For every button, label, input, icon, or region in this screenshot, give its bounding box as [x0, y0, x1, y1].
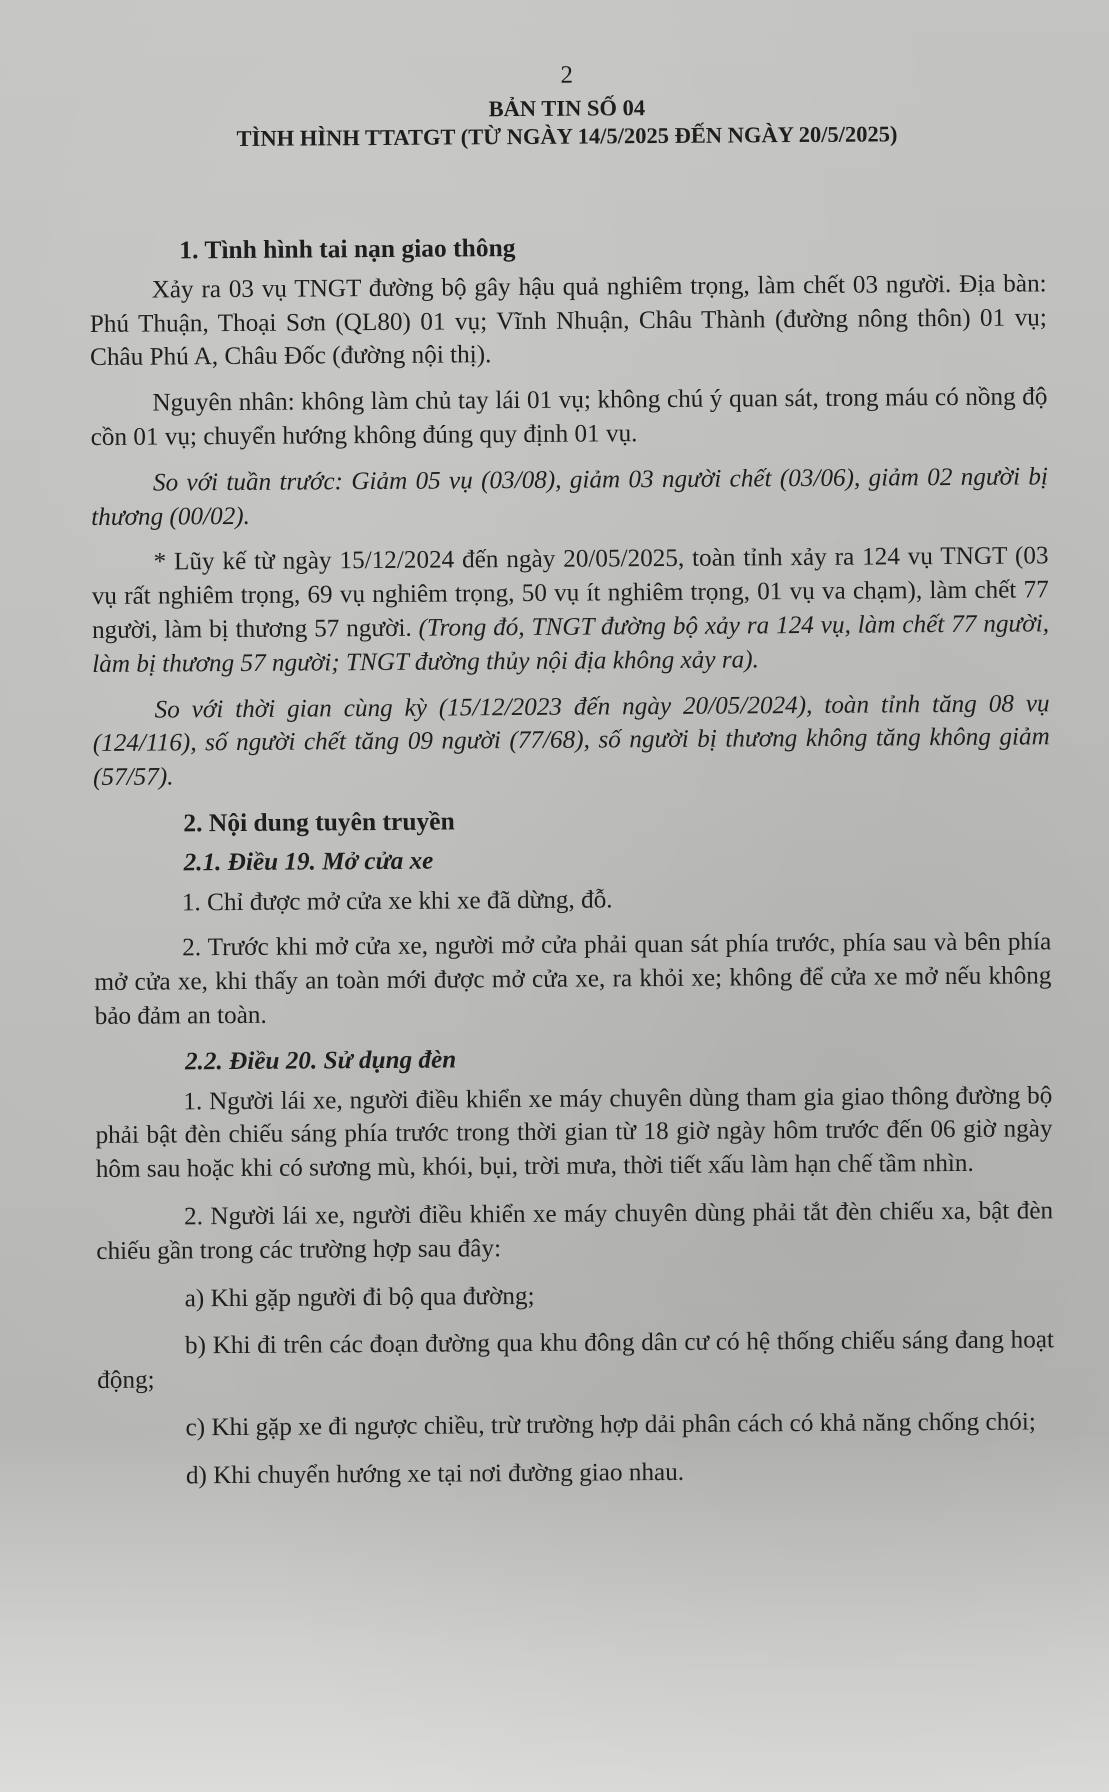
section-1-title: 1. Tình hình tai nạn giao thông [179, 233, 516, 265]
cumulative-note: (Trong đó, TNGT đường bộ xảy ra 124 vụ, làm chết 77 người, làm bị thương 57 người; TNGT đường thủy nội địa không xảy ra). [92, 610, 1050, 678]
article-20-item-c: c) Khi gặp xe đi ngược chiều, trừ trường hợp dải phân cách có khả năng chống chói; [185, 1408, 1036, 1442]
article-20-item-a: a) Khi gặp người đi bộ qua đường; [184, 1282, 535, 1312]
section-1-paragraph-5: So với thời gian cùng kỳ (15/12/2023 đến ngày 20/05/2024), toàn tỉnh tăng 08 vụ (124/116), số người chết tăng 09 người (77/68), số người bị thương không tăng không giảm (57/57). [92, 689, 1050, 792]
article-20-item-2: 2. Người lái xe, người điều khiển xe máy chuyên dùng phải tắt đèn chiếu xa, bật đèn chiếu gần trong các trường hợp sau đây: [96, 1197, 1054, 1265]
cumulative-text: * Lũy kế từ ngày 15/12/2024 đến ngày 20/05/2025, toàn tỉnh xảy ra 124 vụ TNGT (03 vụ rất nghiêm trọng, 69 vụ nghiêm trọng, 50 vụ ít nghiêm trọng, 01 vụ va chạm), làm chết 77 người, làm bị thương 57 người. [91, 542, 1049, 644]
subsection-2-1-title: 2.1. Điều 19. Mở cửa xe [183, 847, 434, 877]
document-body [88, 49, 1055, 1507]
article-20-item-d: d) Khi chuyển hướng xe tại nơi đường giao nhau. [185, 1458, 685, 1490]
section-1-paragraph-4 [91, 540, 1049, 682]
article-20-item-1: 1. Người lái xe, người điều khiển xe máy chuyên dùng tham gia giao thông đường bộ phải bật đèn chiếu sáng phía trước trong thời gian từ 18 giờ ngày hôm trước đến 06 giờ ngày hôm sau hoặc khi có sương mù, khói, bụi, trời mưa, thời tiết xấu làm hạn chế tầm nhìn. [95, 1081, 1053, 1184]
page-number: 2 [560, 61, 573, 89]
article-20-item-b: b) Khi đi trên các đoạn đường qua khu đông dân cư có hệ thống chiếu sáng đang hoạt động; [97, 1326, 1055, 1395]
section-1-paragraph-2: Nguyên nhân: không làm chủ tay lái 01 vụ; không chú ý quan sát, trong máu có nồng độ cồn 01 vụ; chuyển hướng không đúng quy định 01 vụ. [90, 383, 1048, 451]
section-1-paragraph-3: So với tuần trước: Giảm 05 vụ (03/08), giảm 03 người chết (03/06), giảm 02 người bị thương (00/02). [91, 463, 1049, 531]
article-19-item-2: 2. Trước khi mở cửa xe, người mở cửa phải quan sát phía trước, phía sau và bên phía mở cửa xe, khi thấy an toàn mới được mở cửa xe, ra khỏi xe; không để cửa xe mở nếu không bảo đảm an toàn. [94, 928, 1052, 1030]
section-2-title: 2. Nội dung tuyên truyền [183, 806, 455, 838]
section-1-paragraph-1: Xảy ra 03 vụ TNGT đường bộ gây hậu quả nghiêm trọng, làm chết 03 người. Địa bàn: Phú Thuận, Thoại Sơn (QL80) 01 vụ; Vĩnh Nhuận, Châu Thành (đường nông thôn) 01 vụ; Châu Phú A, Châu Đốc (đường nội thị). [89, 270, 1047, 372]
bulletin-title: BẢN TIN SỐ 04 [488, 95, 646, 122]
subsection-2-2-title: 2.2. Điều 20. Sử dụng đèn [184, 1046, 457, 1076]
bulletin-subtitle: TÌNH HÌNH TTATGT (TỪ NGÀY 14/5/2025 ĐẾN NGÀY 20/5/2025) [236, 121, 898, 151]
article-19-item-1: 1. Chỉ được mở cửa xe khi xe đã dừng, đỗ. [181, 885, 613, 916]
